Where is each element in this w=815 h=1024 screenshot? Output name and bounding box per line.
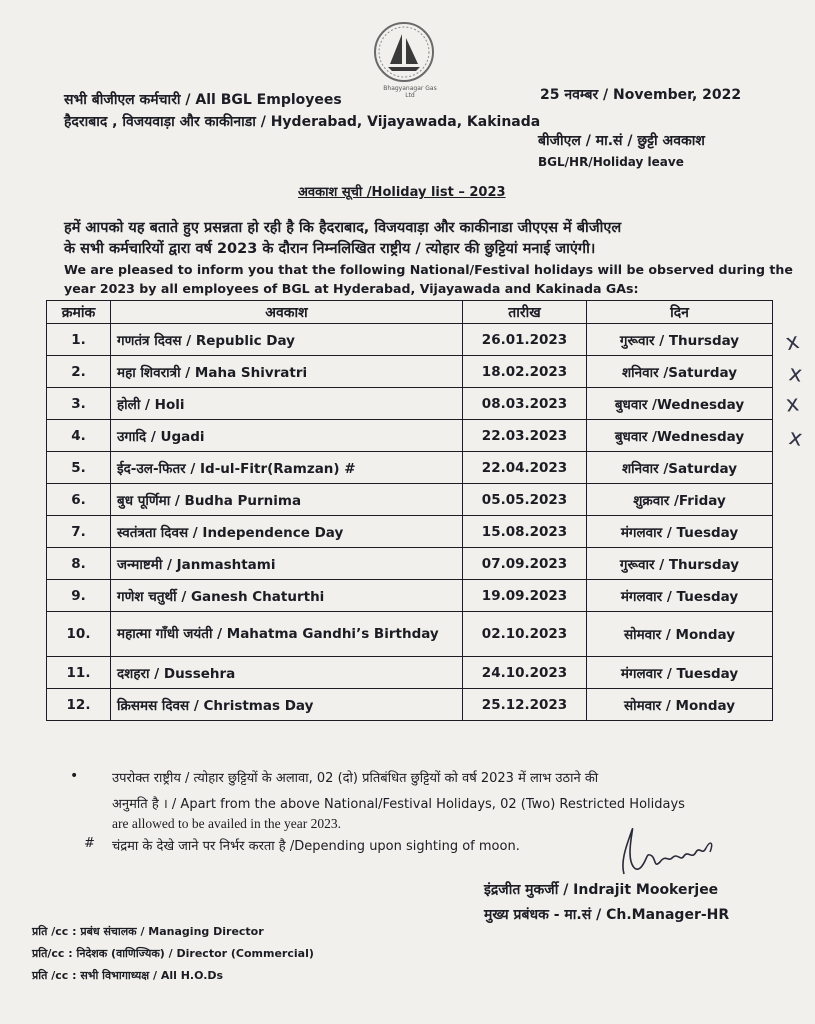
holiday-cell: महात्मा गाँधी जयंती / Mahatma Gandhi’s Birthday [111,612,463,657]
holiday-cell: गणतंत्र दिवस / Republic Day [111,324,463,356]
header-date: तारीख [463,301,587,324]
note-1-line-1: उपरोक्त राष्ट्रीय / त्योहार छुट्टियों के अलावा, 02 (दो) प्रतिबंधित छुट्टियों को वर्ष 2023 में लाभ उठाने की [112,771,599,786]
intro-english-line-2: year 2023 by all employees of BGL at Hyderabad, Vijayawada and Kakinada GAs: [64,281,639,296]
table-row [47,356,773,388]
handwritten-signature [610,822,720,882]
serial-cell: 9. [47,580,111,612]
date-cell: 19.09.2023 [463,580,587,612]
serial-cell: 11. [47,657,111,689]
header-serial: क्रमांक [47,301,111,324]
date-cell: 25.12.2023 [463,689,587,721]
holiday-table [46,300,773,721]
serial-cell: 10. [47,612,111,657]
holiday-cell: उगादि / Ugadi [111,420,463,452]
serial-cell: 12. [47,689,111,721]
date-cell: 22.04.2023 [463,452,587,484]
handwritten-x-mark: x [784,391,801,418]
note-2: चंद्रमा के देखे जाने पर निर्भर करता है /Depending upon sighting of moon. [112,839,520,854]
table-row [47,324,773,356]
serial-cell: 7. [47,516,111,548]
table-row [47,580,773,612]
serial-cell: 1. [47,324,111,356]
table-row [47,548,773,580]
cc-item: प्रति /cc : प्रबंध संचालक / Managing Director [32,925,264,938]
holiday-cell: बुध पूर्णिमा / Budha Purnima [111,484,463,516]
date-cell: 18.02.2023 [463,356,587,388]
day-cell: बुधवार /Wednesday [587,420,773,452]
day-cell: शनिवार /Saturday [587,356,773,388]
signatory-name: इंद्रजीत मुकर्जी / Indrajit Mookerjee [484,882,719,898]
date-cell: 05.05.2023 [463,484,587,516]
header-day: दिन [587,301,773,324]
table-row [47,612,773,657]
holiday-cell: स्वतंत्रता दिवस / Independence Day [111,516,463,548]
day-cell: गुरूवार / Thursday [587,324,773,356]
table-row [47,516,773,548]
company-logo [372,20,436,84]
reference-line-2: BGL/HR/Holiday leave [538,155,684,169]
day-cell: मंगलवार / Tuesday [587,580,773,612]
recipient-line-2: हैदराबाद , विजयवाड़ा और काकीनाडा / Hyderabad, Vijayawada, Kakinada [64,114,541,130]
date-cell: 08.03.2023 [463,388,587,420]
serial-cell: 8. [47,548,111,580]
note-1-line-2: अनुमति है । / Apart from the above National/Festival Holidays, 02 (Two) Restricted Holidays [112,797,685,812]
day-cell: सोमवार / Monday [587,689,773,721]
cc-item: प्रति/cc : निदेशक (वाणिज्यिक) / Director (Commercial) [32,947,314,960]
date-cell: 26.01.2023 [463,324,587,356]
day-cell: सोमवार / Monday [587,612,773,657]
date-cell: 22.03.2023 [463,420,587,452]
intro-english-line-1: We are pleased to inform you that the following National/Festival holidays will be observed during the [64,262,793,277]
serial-cell: 3. [47,388,111,420]
day-cell: मंगलवार / Tuesday [587,516,773,548]
intro-hindi-line-2: के सभी कर्मचारियों द्वारा वर्ष 2023 के दौरान निम्नलिखित राष्ट्रीय / त्योहार की छुट्टियां मनाई जाएंगी। [64,241,596,257]
date-cell: 15.08.2023 [463,516,587,548]
date-cell: 02.10.2023 [463,612,587,657]
holiday-cell: ईद-उल-फितर / Id-ul-Fitr(Ramzan) # [111,452,463,484]
letter-date: 25 नवम्बर / November, 2022 [540,87,742,103]
day-cell: बुधवार /Wednesday [587,388,773,420]
table-row [47,689,773,721]
header-holiday: अवकाश [111,301,463,324]
day-cell: मंगलवार / Tuesday [587,657,773,689]
date-cell: 07.09.2023 [463,548,587,580]
handwritten-x-mark: x [787,361,804,388]
holiday-cell: होली / Holi [111,388,463,420]
table-row [47,452,773,484]
intro-hindi-line-1: हमें आपको यह बताते हुए प्रसन्नता हो रही है कि हैदराबाद, विजयवाड़ा और काकीनाडा जीएएस में बीजीएल [64,220,622,236]
table-row [47,657,773,689]
note-bullet: • [70,768,79,784]
signatory-designation: मुख्य प्रबंधक - मा.सं / Ch.Manager-HR [484,907,730,923]
cc-item: प्रति /cc : सभी विभागाध्यक्ष / All H.O.Ds [32,969,224,982]
day-cell: गुरूवार / Thursday [587,548,773,580]
serial-cell: 2. [47,356,111,388]
date-cell: 24.10.2023 [463,657,587,689]
handwritten-x-mark: x [786,425,805,452]
serial-cell: 4. [47,420,111,452]
note-1-line-3: are allowed to be availed in the year 2023. [112,816,342,831]
serial-cell: 6. [47,484,111,516]
logo-caption: Bhagyanagar Gas Ltd [383,85,437,99]
table-row [47,484,773,516]
holiday-cell: क्रिसमस दिवस / Christmas Day [111,689,463,721]
table-row [47,388,773,420]
table-row [47,420,773,452]
holiday-cell: गणेश चतुर्थी / Ganesh Chaturthi [111,580,463,612]
handwritten-x-mark: x [783,328,802,357]
document-title: अवकाश सूची /Holiday list – 2023 [298,185,506,200]
serial-cell: 5. [47,452,111,484]
recipient-line-1: सभी बीजीएल कर्मचारी / All BGL Employees [64,92,342,108]
holiday-cell: महा शिवरात्री / Maha Shivratri [111,356,463,388]
reference-line-1: बीजीएल / मा.सं / छुट्टी अवकाश [538,133,705,149]
note-hash: # [84,836,95,851]
holiday-cell: जन्माष्टमी / Janmashtami [111,548,463,580]
day-cell: शनिवार /Saturday [587,452,773,484]
holiday-cell: दशहरा / Dussehra [111,657,463,689]
day-cell: शुक्रवार /Friday [587,484,773,516]
table-header-row [47,301,773,324]
